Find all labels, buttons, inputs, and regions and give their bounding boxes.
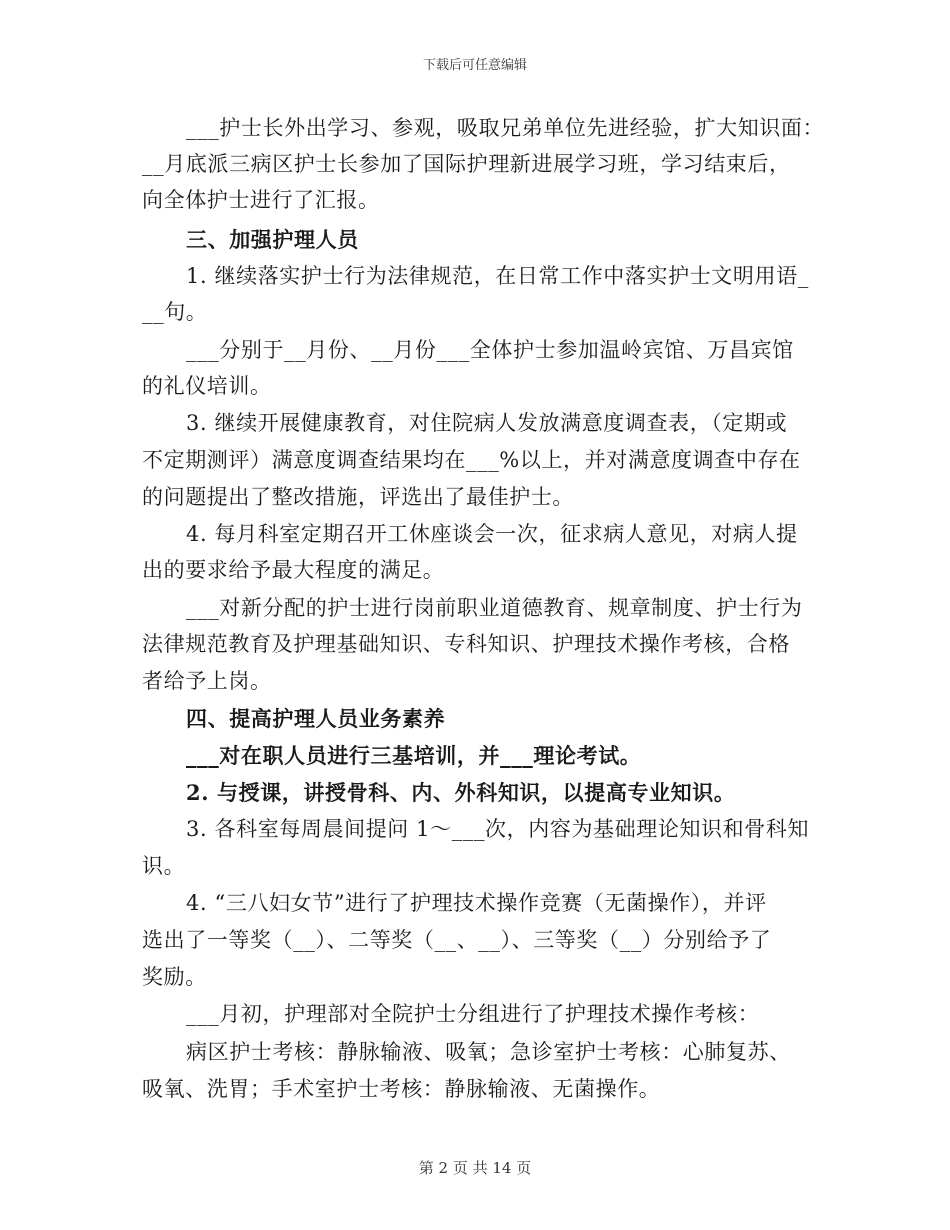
paragraph-line: 3. 继续开展健康教育，对住院病人发放满意度调查表，（定期或: [186, 411, 788, 435]
section-heading: 四、提高护理人员业务素养: [186, 706, 446, 731]
paragraph-line: 的问题提出了整改措施，评选出了最佳护士。: [142, 485, 574, 509]
section-heading: 三、加强护理人员: [186, 227, 359, 252]
paragraph-line: 4. “三八妇女节”进行了护理技术操作竞赛（无菌操作），并评: [186, 891, 767, 915]
paragraph-line: 向全体护士进行了汇报。: [142, 188, 380, 212]
paragraph-line: __月底派三病区护士长参加了国际护理新进展学习班，学习结束后，: [142, 152, 791, 176]
paragraph-line: 3. 各科室每周晨间提问 1～___次，内容为基础理论知识和骨科知: [186, 817, 810, 841]
paragraph-line: 出的要求给予最大程度的满足。: [142, 558, 445, 582]
paragraph-line: 吸氧、洗胃；手术室护士考核：静脉输液、无菌操作。: [142, 1077, 661, 1101]
paragraph-line: 1. 继续落实护士行为法律规范，在日常工作中落实护士文明用语_: [186, 264, 809, 288]
page-header: 下载后可任意编辑: [422, 58, 527, 73]
paragraph-line: 者给予上岗。: [142, 669, 272, 693]
paragraph-line: ___护士长外出学习、参观，吸取兄弟单位先进经验，扩大知识面：: [186, 116, 825, 140]
paragraph-line: 法律规范教育及护理基础知识、专科知识、护理技术操作考核，合格: [142, 632, 790, 656]
paragraph-line: ___月初，护理部对全院护士分组进行了护理技术操作考核：: [186, 1002, 760, 1026]
paragraph-line: 病区护士考核：静脉输液、吸氧；急诊室护士考核：心肺复苏、: [186, 1040, 791, 1064]
paragraph-line: ___对新分配的护士进行岗前职业道德教育、规章制度、护士行为: [186, 596, 803, 620]
paragraph-line: ___分别于__月份、__月份___全体护士参加温岭宾馆、万昌宾馆: [186, 338, 794, 362]
paragraph-line: ___对在职人员进行三基培训，并___理论考试。: [186, 743, 642, 768]
paragraph-line: 选出了一等奖（__）、二等奖（__、__）、三等奖（__）分别给予了: [142, 928, 772, 952]
paragraph-line: 不定期测评）满意度调查结果均在___%以上，并对满意度调查中存在: [142, 448, 801, 472]
paragraph-line: __句。: [142, 300, 208, 324]
paragraph-line: 2. 与授课，讲授骨科、内、外科知识，以提高专业知识。: [186, 780, 736, 805]
paragraph-line: 识。: [142, 854, 186, 878]
paragraph-line: 的礼仪培训。: [142, 374, 272, 398]
page-footer: 第 2 页 共 14 页: [418, 1159, 532, 1177]
paragraph-line: 4. 每月科室定期召开工休座谈会一次，征求病人意见，对病人提: [186, 522, 798, 546]
paragraph-line: 奖励。: [142, 965, 207, 989]
